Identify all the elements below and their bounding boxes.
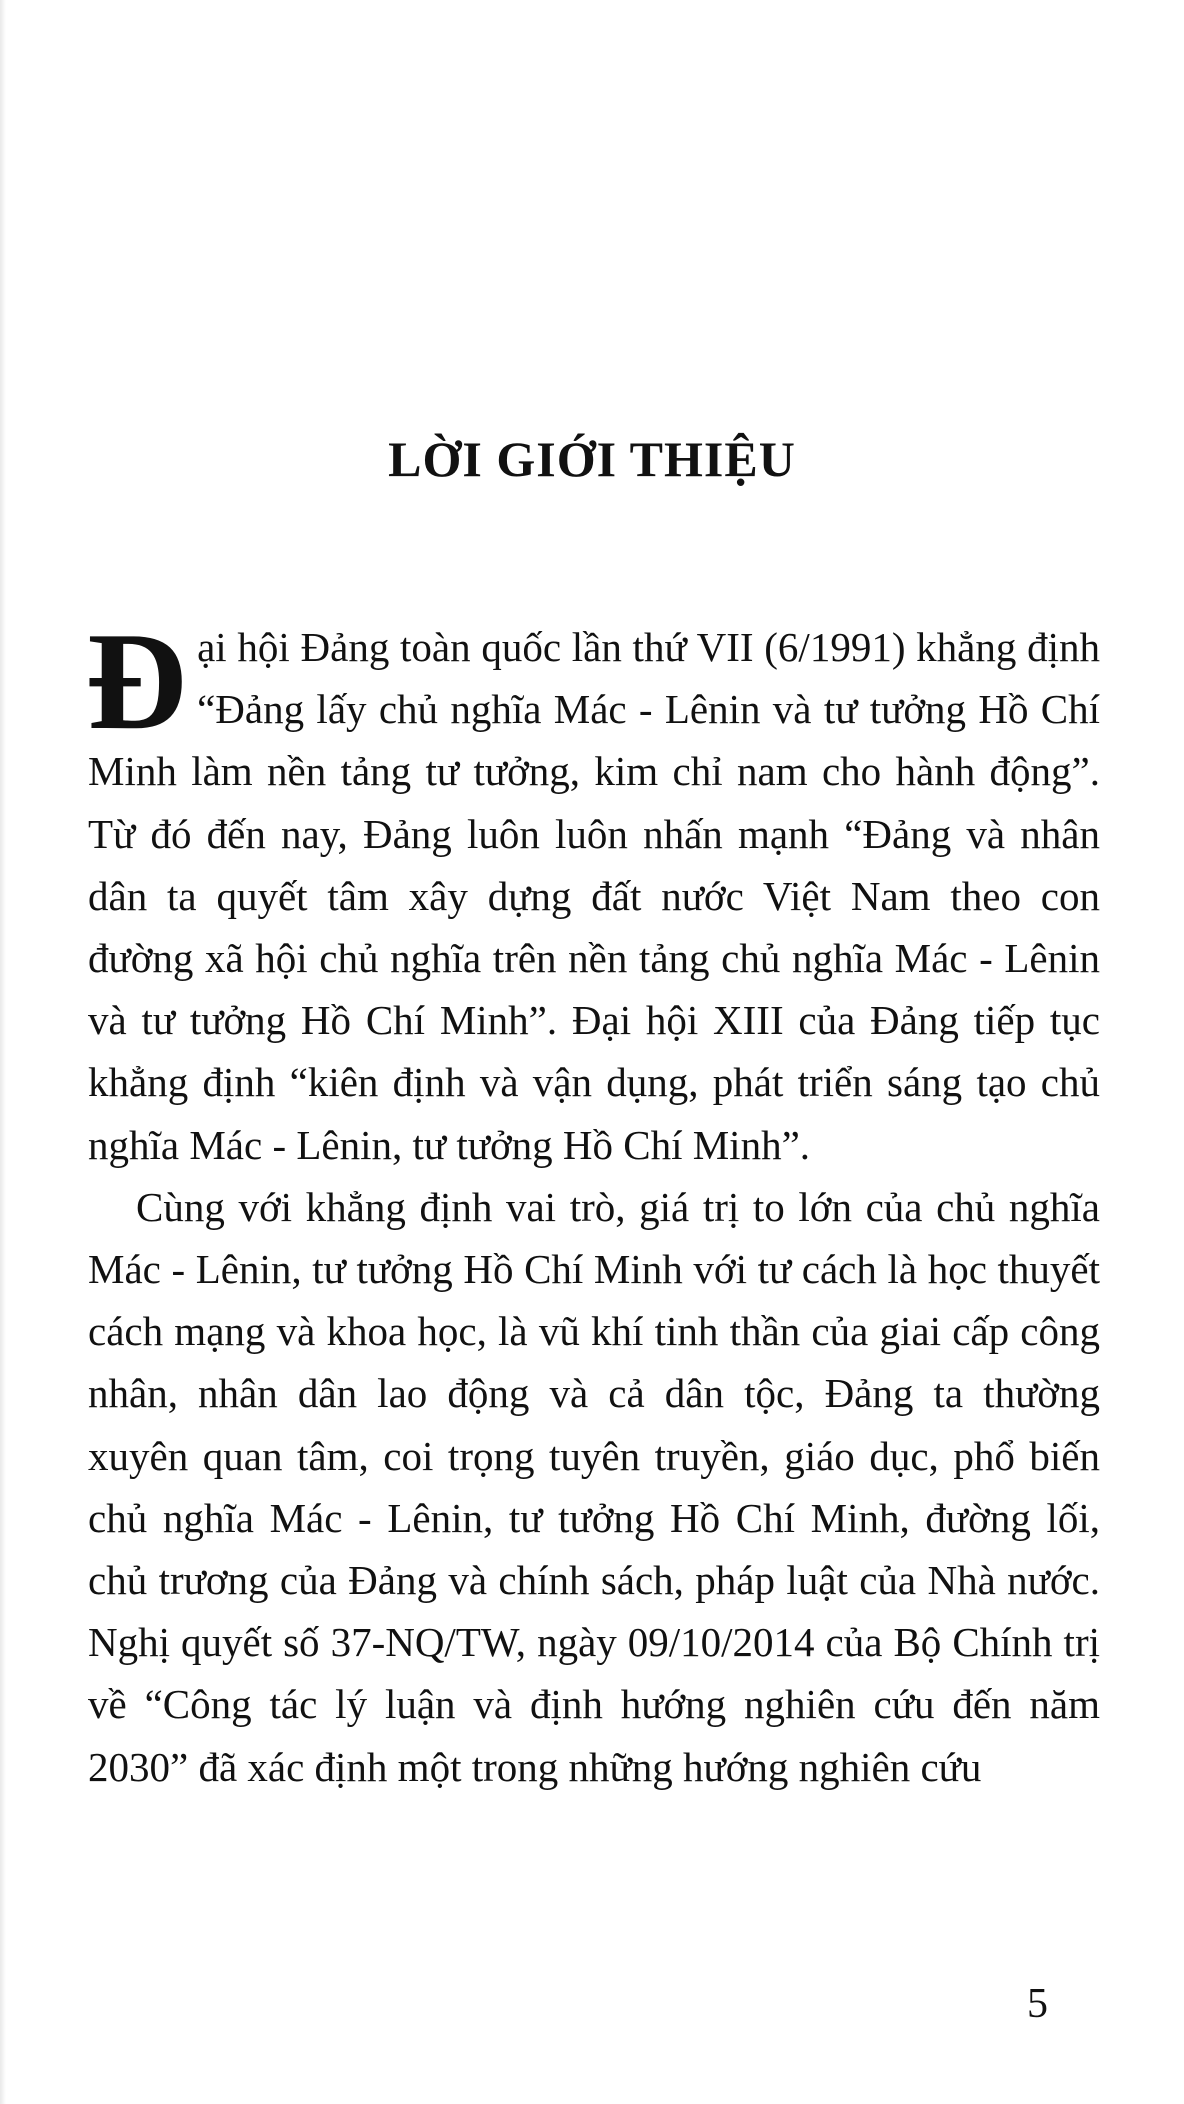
- paragraph-2: Cùng với khẳng định vai trò, giá trị to lớn của chủ nghĩa Mác - Lênin, tư tưởng Hồ Chí Minh với tư cách là học thuyết cách mạng và khoa học, là vũ khí tinh thần của giai cấp công nhân, nhân dân lao động và cả dân tộc, Đảng ta thường xuyên quan tâm, coi trọng tuyên truyền, giáo dục, phổ biến chủ nghĩa Mác - Lênin, tư tưởng Hồ Chí Minh, đường lối, chủ trương của Đảng và chính sách, pháp luật của Nhà nước. Nghị quyết số 37-NQ/TW, ngày 09/10/2014 của Bộ Chính trị về “Công tác lý luận và định hướng nghiên cứu đến năm 2030” đã xác định một trong những hướng nghiên cứu: [88, 1183, 1100, 1790]
- page-number: 5: [1027, 1981, 1048, 2027]
- page-title: LỜI GIỚI THIỆU: [388, 431, 796, 487]
- paragraph-1-text: ại hội Đảng toàn quốc lần thứ VII (6/1991) khẳng định “Đảng lấy chủ nghĩa Mác - Lênin và tư tưởng Hồ Chí Minh làm nền tảng tư tưởng, kim chỉ nam cho hành động”. Từ đó đến nay, Đảng luôn luôn nhấn mạnh “Đảng và nhân dân ta quyết tâm xây dựng đất nước Việt Nam theo con đường xã hội chủ nghĩa trên nền tảng chủ nghĩa Mác - Lênin và tư tưởng Hồ Chí Minh”. Đại hội XIII của Đảng tiếp tục khẳng định “kiên định và vận dụng, phát triển sáng tạo chủ nghĩa Mác - Lênin, tư tưởng Hồ Chí Minh”.: [88, 624, 1100, 1168]
- body-text: [86, 604, 1100, 1798]
- page-edge-shadow: [0, 0, 6, 2104]
- drop-cap: Đ: [86, 604, 188, 759]
- paragraph-1: [86, 604, 1100, 1176]
